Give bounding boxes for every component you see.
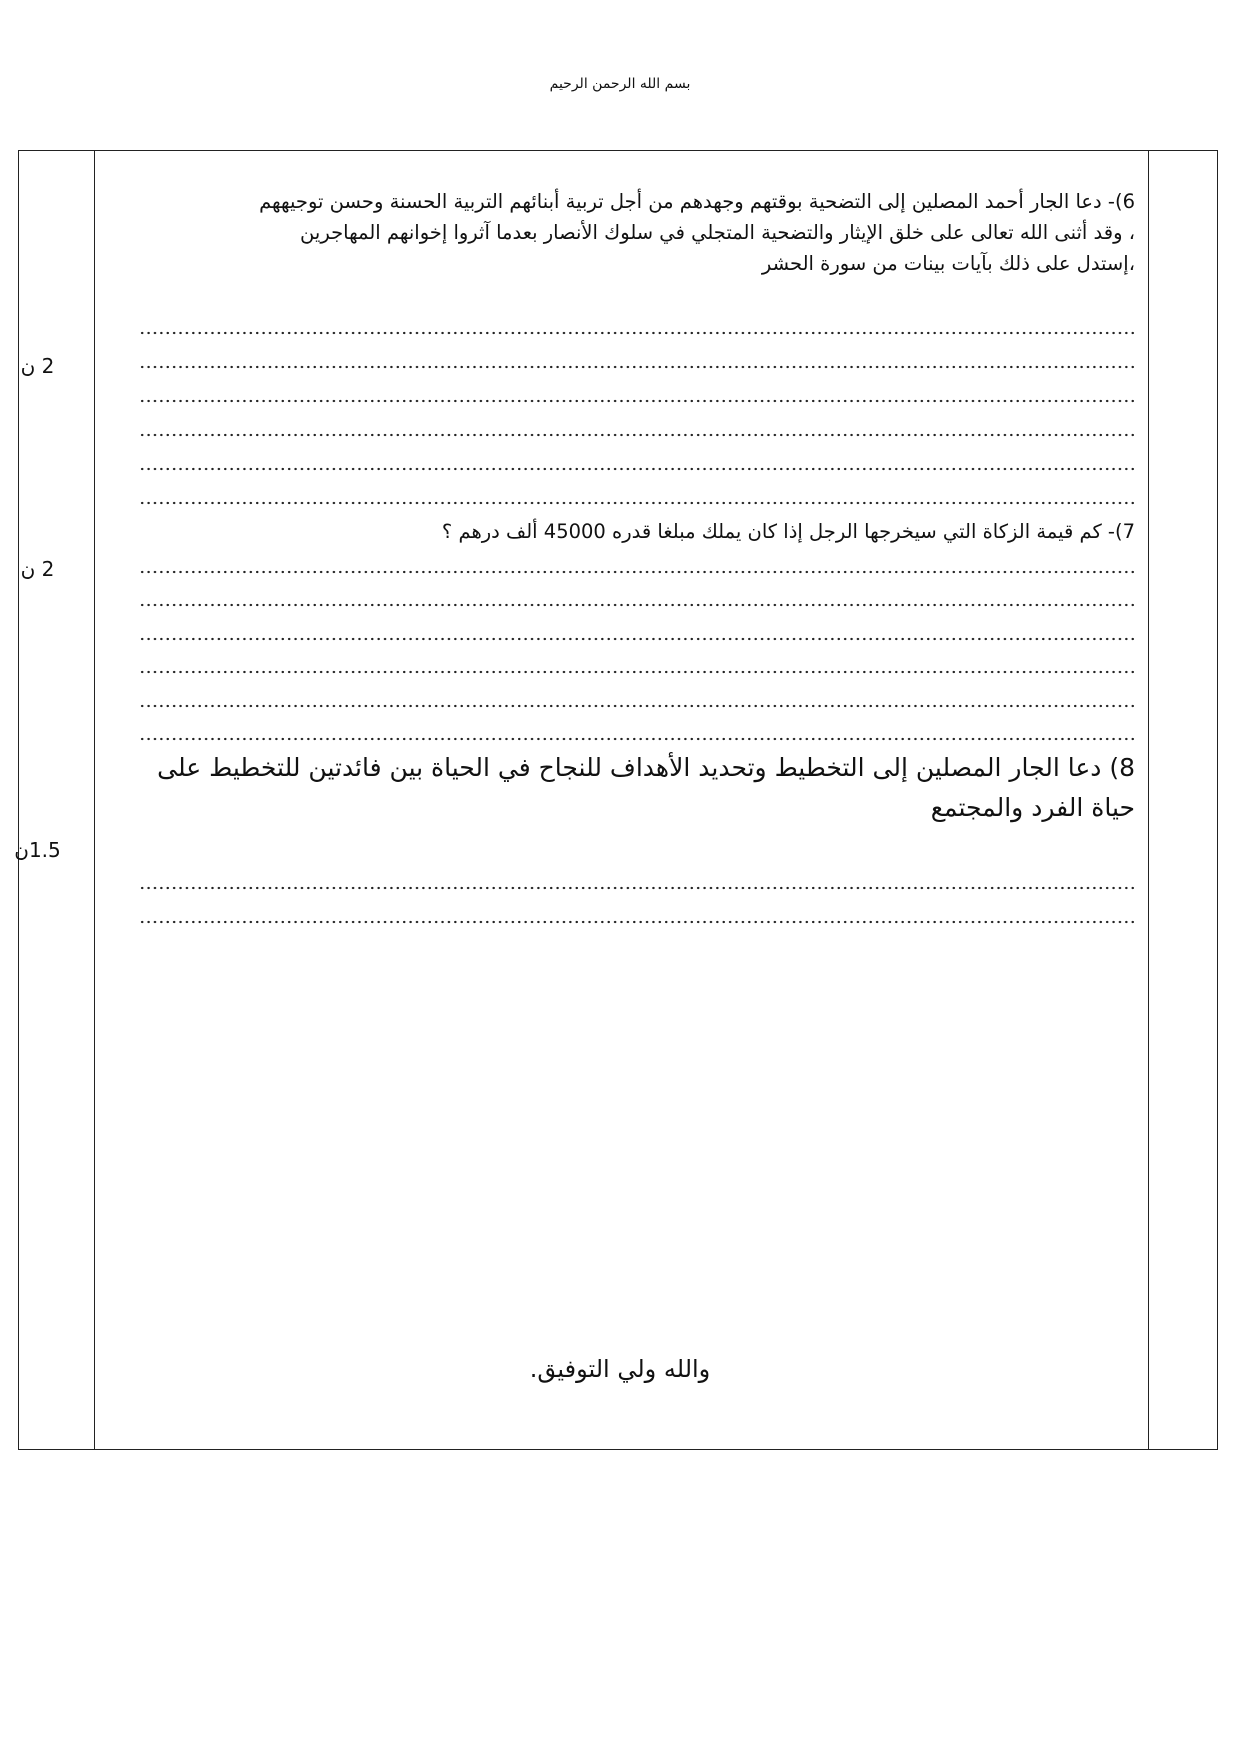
question-6-line: ، وقد أثنى الله تعالى على خلق الإيثار والتضحية المتجلي في سلوك الأنصار بعدما آثروا إخوانهم المهاجرين (300, 221, 1135, 244)
question-6-mark: 2 ن (20, 354, 55, 378)
answer-line[interactable] (139, 669, 1137, 675)
answer-line[interactable] (139, 398, 1137, 404)
question-6-line: ،إستدل على ذلك بآيات بينات من سورة الحشر (761, 252, 1135, 275)
basmala-header: بسم الله الرحمن الرحيم (549, 76, 691, 92)
question-7-line: 7)- كم قيمة الزكاة التي سيخرجها الرجل إذا كان يملك مبلغا قدره 45000 ألف درهم ؟ (441, 520, 1135, 543)
question-6 (115, 186, 1135, 279)
answer-line[interactable] (139, 602, 1137, 608)
answer-line[interactable] (139, 364, 1137, 370)
answer-line[interactable] (139, 569, 1137, 575)
closing-phrase: والله ولي التوفيق. (529, 1355, 711, 1383)
answer-line[interactable] (139, 919, 1137, 925)
question-8-line: 8) دعا الجار المصلين إلى التخطيط وتحديد الأهداف للنجاح في الحياة بين فائدتين للتخطيط على (157, 753, 1135, 782)
answer-line[interactable] (139, 736, 1137, 742)
question-7-mark: 2 ن (20, 557, 55, 581)
answer-line[interactable] (139, 500, 1137, 506)
question-7 (115, 516, 1135, 547)
answer-line[interactable] (139, 432, 1137, 438)
answer-line[interactable] (139, 466, 1137, 472)
question-8-mark: 1.5ن (14, 838, 61, 862)
question-6-line: 6)- دعا الجار أحمد المصلين إلى التضحية بوقتهم وجهدهم من أجل تربية أبنائهم التربية الحسنة وحسن توجيههم (259, 190, 1135, 213)
marks-column-divider (94, 151, 95, 1449)
answer-line[interactable] (139, 703, 1137, 709)
right-column-divider (1148, 151, 1149, 1449)
answer-line[interactable] (139, 330, 1137, 336)
question-8 (115, 748, 1135, 828)
answer-line[interactable] (139, 885, 1137, 891)
answer-line[interactable] (139, 636, 1137, 642)
question-8-line: حياة الفرد والمجتمع (930, 793, 1135, 822)
